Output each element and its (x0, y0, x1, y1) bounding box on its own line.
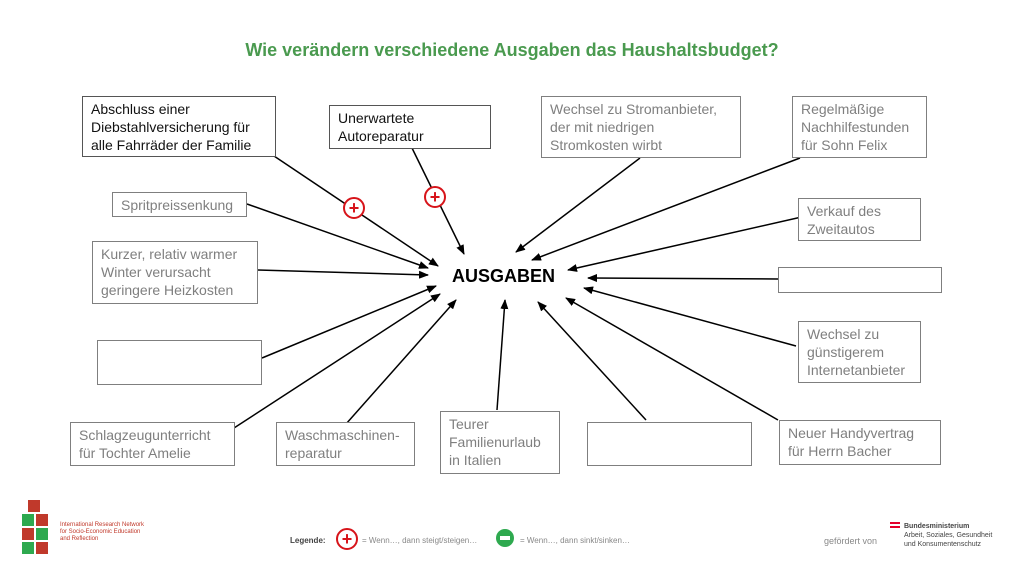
box-empty-bottom (587, 422, 752, 466)
box-empty-right (778, 267, 942, 293)
insert-logo-icon (18, 500, 58, 558)
box-nachhilfe: Regelmäßige Nachhilfestunden für Sohn Felix (792, 96, 927, 158)
box-stromanbieter: Wechsel zu Stromanbieter, der mit niedrigen Stromkosten wirbt (541, 96, 741, 158)
plus-circle-icon: + (336, 528, 358, 550)
minus-circle-icon (496, 529, 514, 547)
arrow-sprit (247, 204, 428, 268)
box-waschmaschine: Waschmaschinen- reparatur (276, 422, 415, 466)
org-line-2: for Socio-Economic Education (60, 529, 141, 535)
ministry-name (890, 522, 992, 549)
box-autoreparatur: Unerwartete Autoreparatur (329, 105, 491, 149)
arrow-internet (584, 288, 796, 346)
center-label-ausgaben: AUSGABEN (452, 266, 556, 286)
legend-label: Legende: (290, 536, 326, 545)
box-empty-left (97, 340, 262, 385)
arrow-schlagzeug (234, 294, 440, 428)
org-line-3: and Reflection (60, 536, 99, 542)
plus-circle-icon: + (424, 186, 446, 208)
legend-plus-text: = Wenn…, dann steigt/steigen… (362, 536, 478, 545)
box-diebstahl: Abschluss einer Diebstahlversicherung für alle Fahrräder der Familie (82, 96, 276, 157)
box-sprit: Spritpreissenkung (112, 192, 247, 217)
arrow-stromanbieter (516, 158, 640, 252)
arrow-empty-bottom (538, 302, 646, 420)
box-urlaub: Teurer Familienurlaub in Italien (440, 411, 560, 474)
box-schlagzeug: Schlagzeugunterricht für Tochter Amelie (70, 422, 235, 466)
arrow-empty-right (588, 278, 778, 279)
arrow-handy (566, 298, 778, 420)
box-handy: Neuer Handyvertrag für Herrn Bacher (779, 420, 941, 465)
plus-circle-icon: + (343, 197, 365, 219)
org-line-1: International Research Network (60, 522, 145, 528)
slide-title: Wie verändern verschiedene Ausgaben das Haushaltsbudget? (245, 40, 779, 60)
arrow-winter (258, 270, 428, 275)
ministry-line-1: Bundesministerium (904, 523, 970, 530)
arrow-urlaub (497, 300, 505, 410)
org-name (60, 522, 144, 543)
ministry-line-2: Arbeit, Soziales, Gesundheit (904, 532, 993, 539)
funded-by-label: gefördert von (824, 536, 878, 546)
arrow-zweitauto (568, 216, 806, 270)
box-winter: Kurzer, relativ warmer Winter verursacht geringere Heizkosten (92, 241, 258, 304)
box-internet: Wechsel zu günstigerem Internetanbieter (798, 321, 921, 383)
legend-minus-text: = Wenn…, dann sinkt/sinken… (520, 536, 630, 545)
ministry-line-3: und Konsumentenschutz (904, 541, 982, 548)
box-zweitauto: Verkauf des Zweitautos (798, 198, 921, 241)
arrow-empty-left (262, 286, 436, 358)
